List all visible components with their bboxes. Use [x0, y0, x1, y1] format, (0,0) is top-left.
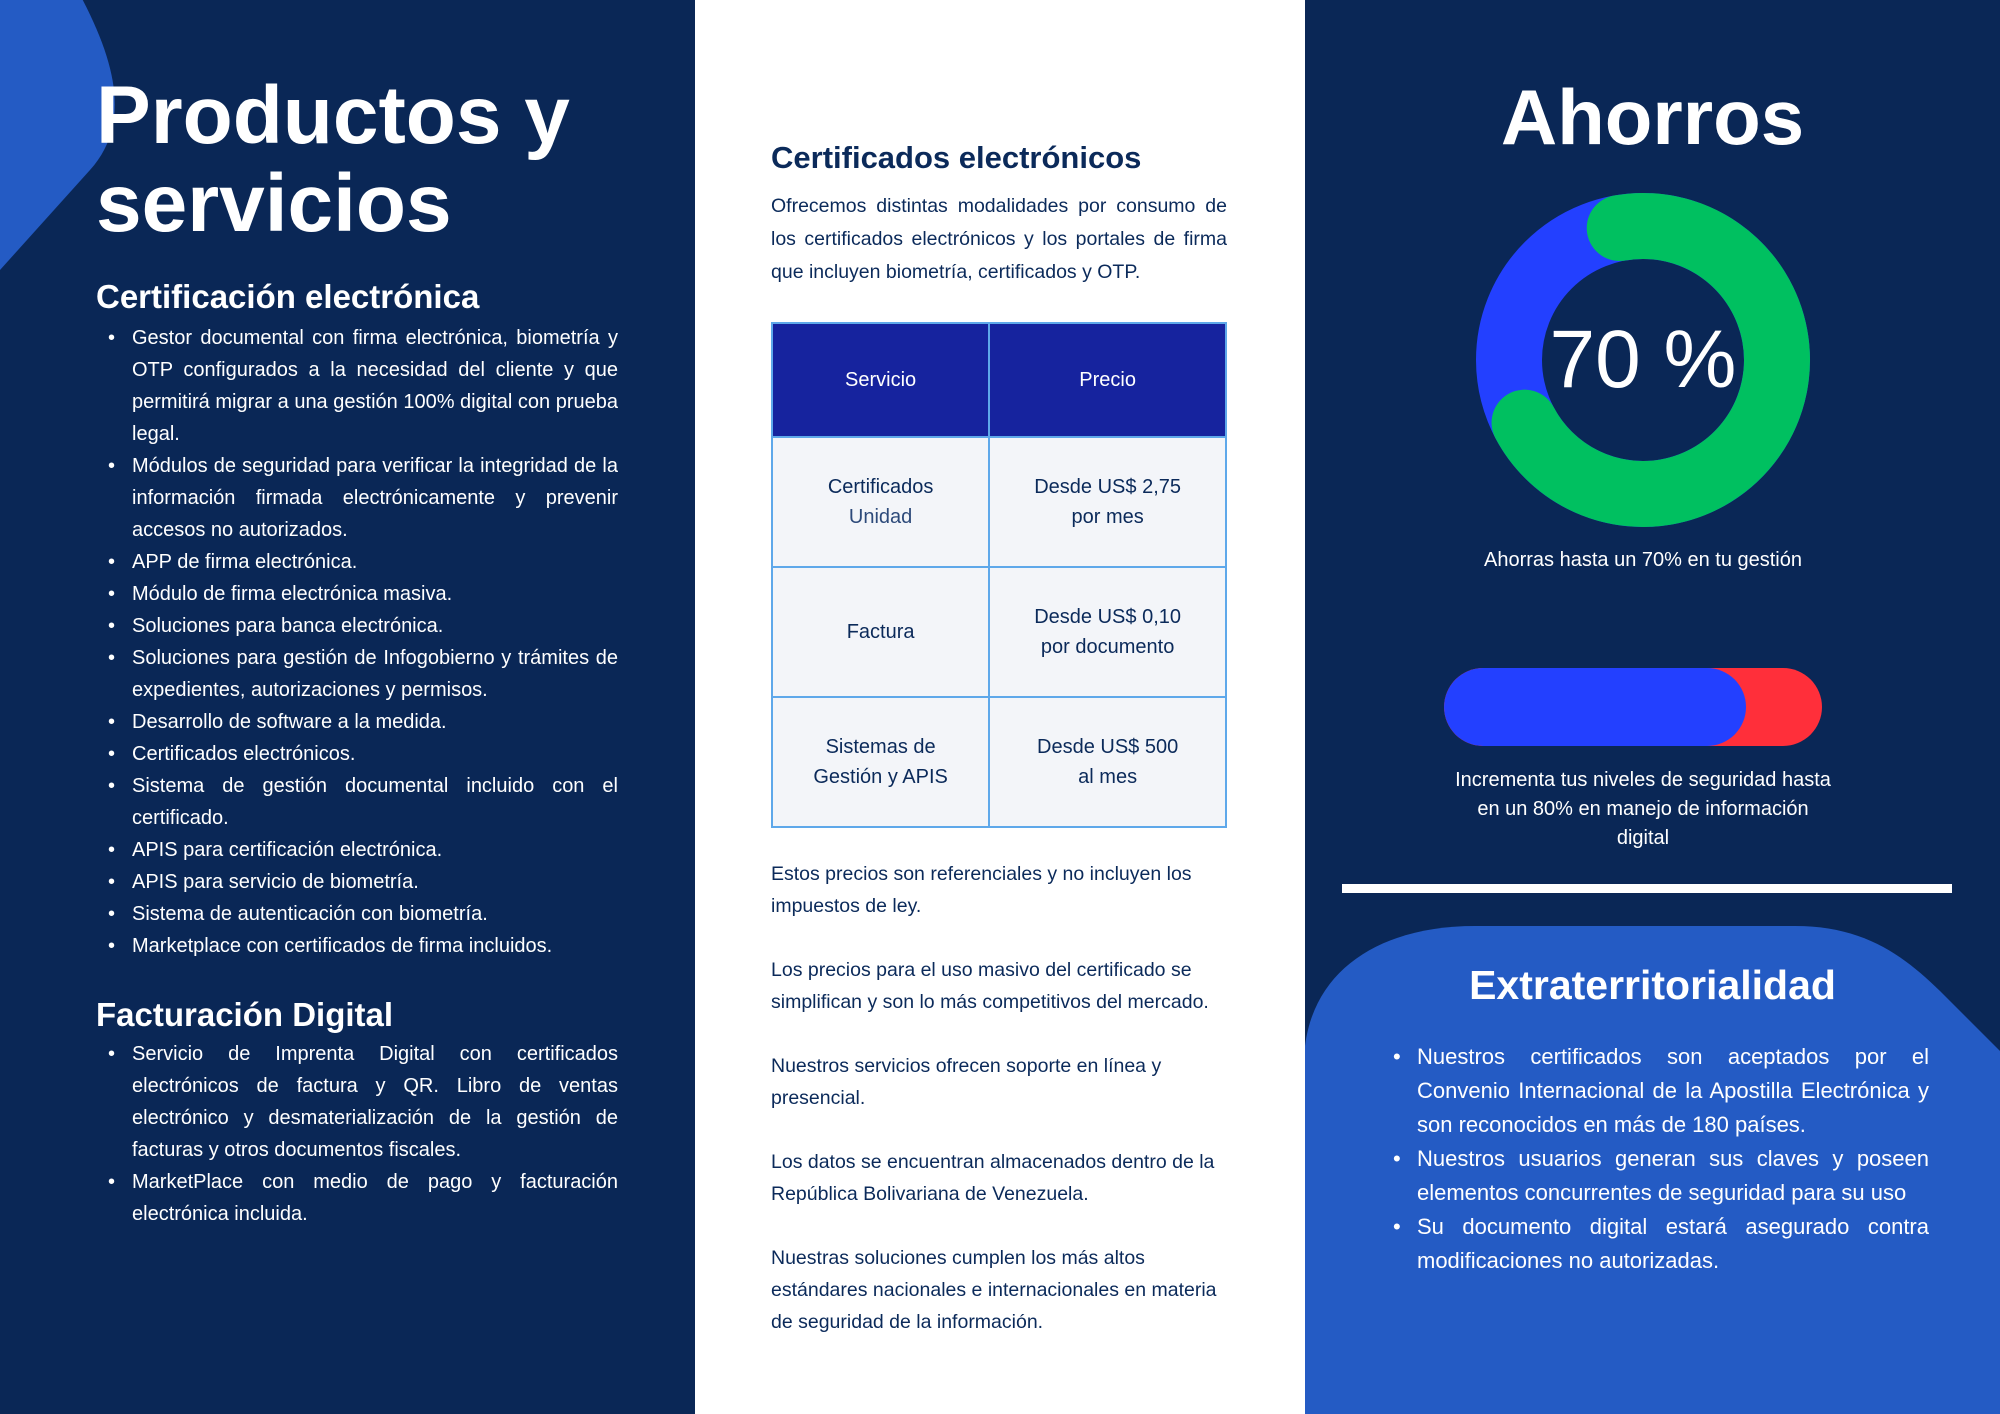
- list-item: • Nuestros usuarios generan sus claves y poseen elementos concurrentes de seguridad para su uso: [1385, 1142, 1929, 1210]
- list-item: • Desarrollo de software a la medida.: [96, 706, 618, 738]
- price-cell: [989, 437, 1226, 567]
- column-header-servicio: Servicio: [772, 323, 989, 437]
- certificados-heading: Certificados electrónicos: [771, 140, 1142, 175]
- note-paragraph: Los datos se encuentran almacenados dentro de la República Bolivariana de Venezuela.: [771, 1151, 1215, 1205]
- note-paragraph: Los precios para el uso masivo del certificado se simplifican y son lo más competitivos del mercado.: [771, 959, 1209, 1013]
- service-cell: [772, 697, 989, 827]
- list-item: • Servicio de Imprenta Digital con certificados electrónicos de factura y QR. Libro de ventas electrónico y desmaterialización de la gestión de facturas y otros documentos fiscales.: [96, 1038, 618, 1166]
- column-header-precio: Precio: [989, 323, 1226, 437]
- service-name: Factura: [846, 621, 915, 643]
- list-item: • Soluciones para gestión de Infogobierno y trámites de expedientes, autorizaciones y permisos.: [96, 642, 618, 706]
- extraterritorialidad-list: [1385, 1040, 1929, 1278]
- certificacion-list: [96, 322, 618, 962]
- list-item: • Sistema de autenticación con biometría.: [96, 898, 618, 930]
- list-item: • Módulos de seguridad para verificar la integridad de la información firmada electrónicamente y prevenir accesos no autorizados.: [96, 450, 618, 546]
- list-item: • Marketplace con certificados de firma incluidos.: [96, 930, 618, 962]
- list-item: • Nuestros certificados son aceptados por el Convenio Internacional de la Apostilla Electrónica y son reconocidos en más de 180 países.: [1385, 1040, 1929, 1142]
- price-line: Desde US$ 2,75: [1034, 476, 1181, 498]
- price-cell: [989, 567, 1226, 697]
- service-name: Sistemas de: [825, 736, 936, 758]
- facturacion-list: [96, 1038, 618, 1230]
- price-unit: por mes: [1071, 506, 1144, 528]
- notes-block: [771, 858, 1241, 1370]
- price-cell: [989, 697, 1226, 827]
- list-item: • Sistema de gestión documental incluido con el certificado.: [96, 770, 618, 834]
- section-heading-facturacion: Facturación Digital: [96, 996, 394, 1033]
- price-unit: al mes: [1078, 766, 1138, 788]
- list-item: • Su documento digital estará asegurado contra modificaciones no autorizadas.: [1385, 1210, 1929, 1278]
- service-cell: [772, 567, 989, 697]
- list-item: • APP de firma electrónica.: [96, 546, 618, 578]
- section-divider: [1342, 884, 1952, 893]
- section-heading-certificacion: Certificación electrónica: [96, 278, 480, 315]
- table-row: [772, 437, 1226, 567]
- price-unit: por documento: [1040, 636, 1175, 658]
- middle-panel: [695, 0, 1305, 1414]
- table-row: [772, 567, 1226, 697]
- extraterritorialidad-heading: Extraterritorialidad: [1469, 962, 1836, 1008]
- table-row: [772, 697, 1226, 827]
- list-item: • Módulo de firma electrónica masiva.: [96, 578, 618, 610]
- note-paragraph: Nuestros servicios ofrecen soporte en línea y presencial.: [771, 1055, 1162, 1109]
- right-panel: [1305, 0, 2000, 1414]
- table-header-row: [772, 323, 1226, 437]
- price-line: Desde US$ 0,10: [1034, 606, 1181, 628]
- left-panel: [0, 0, 695, 1414]
- progress-caption: Incrementa tus niveles de seguridad hasta en un 80% en manejo de información digital: [1455, 769, 1831, 849]
- donut-caption: Ahorras hasta un 70% en tu gestión: [1484, 549, 1802, 571]
- intro-paragraph: Ofrecemos distintas modalidades por consumo de los certificados electrónicos y los portales de firma que incluyen biometría, certificados y OTP.: [771, 195, 1227, 283]
- ahorros-title: Ahorros: [1500, 73, 1805, 161]
- service-cell: [772, 437, 989, 567]
- service-name: Certificados: [827, 476, 934, 498]
- page-title: Productos y servicios: [96, 70, 570, 249]
- note-paragraph: Nuestras soluciones cumplen los más altos estándares nacionales e internacionales en materia de seguridad de la información.: [771, 1247, 1217, 1333]
- list-item: • Gestor documental con firma electrónica, biometría y OTP configurados a la necesidad del cliente y que permitirá migrar a una gestión 100% digital con prueba legal.: [96, 322, 618, 450]
- price-table: [771, 322, 1227, 828]
- donut-percentage: 70 %: [1549, 314, 1737, 405]
- list-item: • MarketPlace con medio de pago y facturación electrónica incluida.: [96, 1166, 618, 1230]
- list-item: • APIS para servicio de biometría.: [96, 866, 618, 898]
- security-progress-bar: [1444, 668, 1822, 746]
- list-item: • Certificados electrónicos.: [96, 738, 618, 770]
- progress-bar-fill: [1444, 668, 1746, 746]
- price-line: Desde US$ 500: [1037, 736, 1179, 758]
- service-sub: Unidad: [848, 506, 913, 528]
- service-sub: Gestión y APIS: [813, 766, 948, 788]
- note-paragraph: Estos precios son referenciales y no incluyen los impuestos de ley.: [771, 863, 1192, 917]
- list-item: • APIS para certificación electrónica.: [96, 834, 618, 866]
- list-item: • Soluciones para banca electrónica.: [96, 610, 618, 642]
